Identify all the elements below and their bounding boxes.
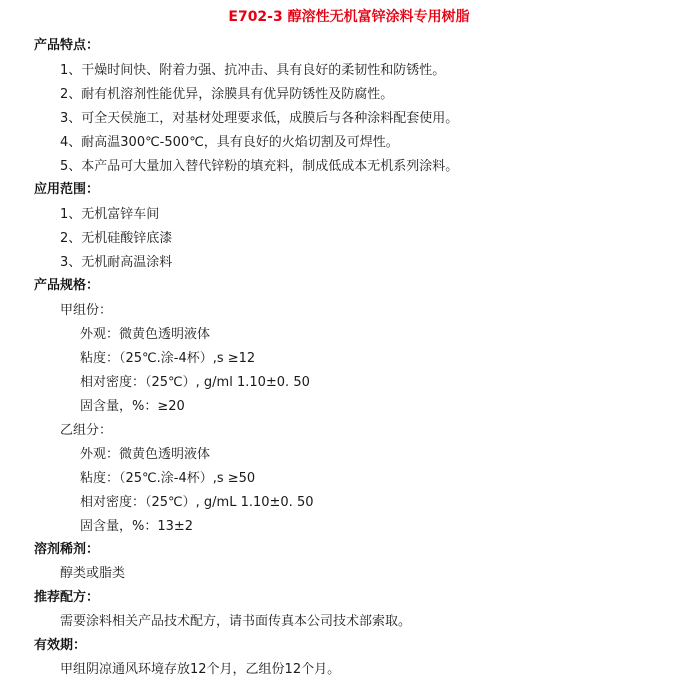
- validity-heading: 有效期：: [34, 638, 87, 653]
- feature-item: 5、本产品可大量加入替代锌粉的填充料，制成低成本无机系列涂料。: [60, 159, 459, 174]
- feature-item: 1、干燥时间快、附着力强、抗冲击、具有良好的柔韧性和防锈性。: [60, 63, 446, 78]
- diluent-heading: 溶剂稀剂：: [34, 542, 100, 557]
- spec-item: 外观：微黄色透明液体: [80, 447, 211, 462]
- formula-text: 需要涂料相关产品技术配方，请书面传真本公司技术部索取。: [60, 614, 412, 629]
- application-item: 1、无机富锌车间: [60, 207, 160, 222]
- validity-text: 甲组阴凉通风环境存放12个月，乙组份12个月。: [60, 662, 341, 677]
- diluent-text: 醇类或脂类: [60, 566, 126, 581]
- feature-item: 4、耐高温300℃-500℃，具有良好的火焰切割及可焊性。: [60, 135, 399, 150]
- spec-item: 固含量，%：≥20: [80, 399, 185, 414]
- part-b-label: 乙组分：: [60, 423, 113, 438]
- page-title: E702-3 醇溶性无机富锌涂料专用树脂: [228, 9, 470, 25]
- spec-item: 外观：微黄色透明液体: [80, 327, 211, 342]
- feature-item: 3、可全天侯施工，对基材处理要求低，成膜后与各种涂料配套使用。: [60, 111, 459, 126]
- spec-item: 相对密度：（25℃）, g/mL 1.10±0. 50: [80, 495, 314, 510]
- formula-heading: 推荐配方：: [34, 590, 100, 605]
- spec-item: 相对密度：（25℃）, g/ml 1.10±0. 50: [80, 375, 310, 390]
- part-a-label: 甲组份：: [60, 303, 113, 318]
- applications-heading: 应用范围：: [34, 182, 100, 197]
- spec-item: 粘度：（25℃.涂-4杯）,s ≥50: [80, 471, 256, 486]
- features-heading: 产品特点：: [34, 38, 100, 53]
- application-item: 3、无机耐高温涂料: [60, 255, 173, 270]
- spec-item: 固含量，%：13±2: [80, 519, 194, 534]
- application-item: 2、无机硅酸锌底漆: [60, 231, 173, 246]
- feature-item: 2、耐有机溶剂性能优异，涂膜具有优异防锈性及防腐性。: [60, 87, 394, 102]
- spec-item: 粘度：（25℃.涂-4杯）,s ≥12: [80, 351, 256, 366]
- specs-heading: 产品规格：: [34, 278, 100, 293]
